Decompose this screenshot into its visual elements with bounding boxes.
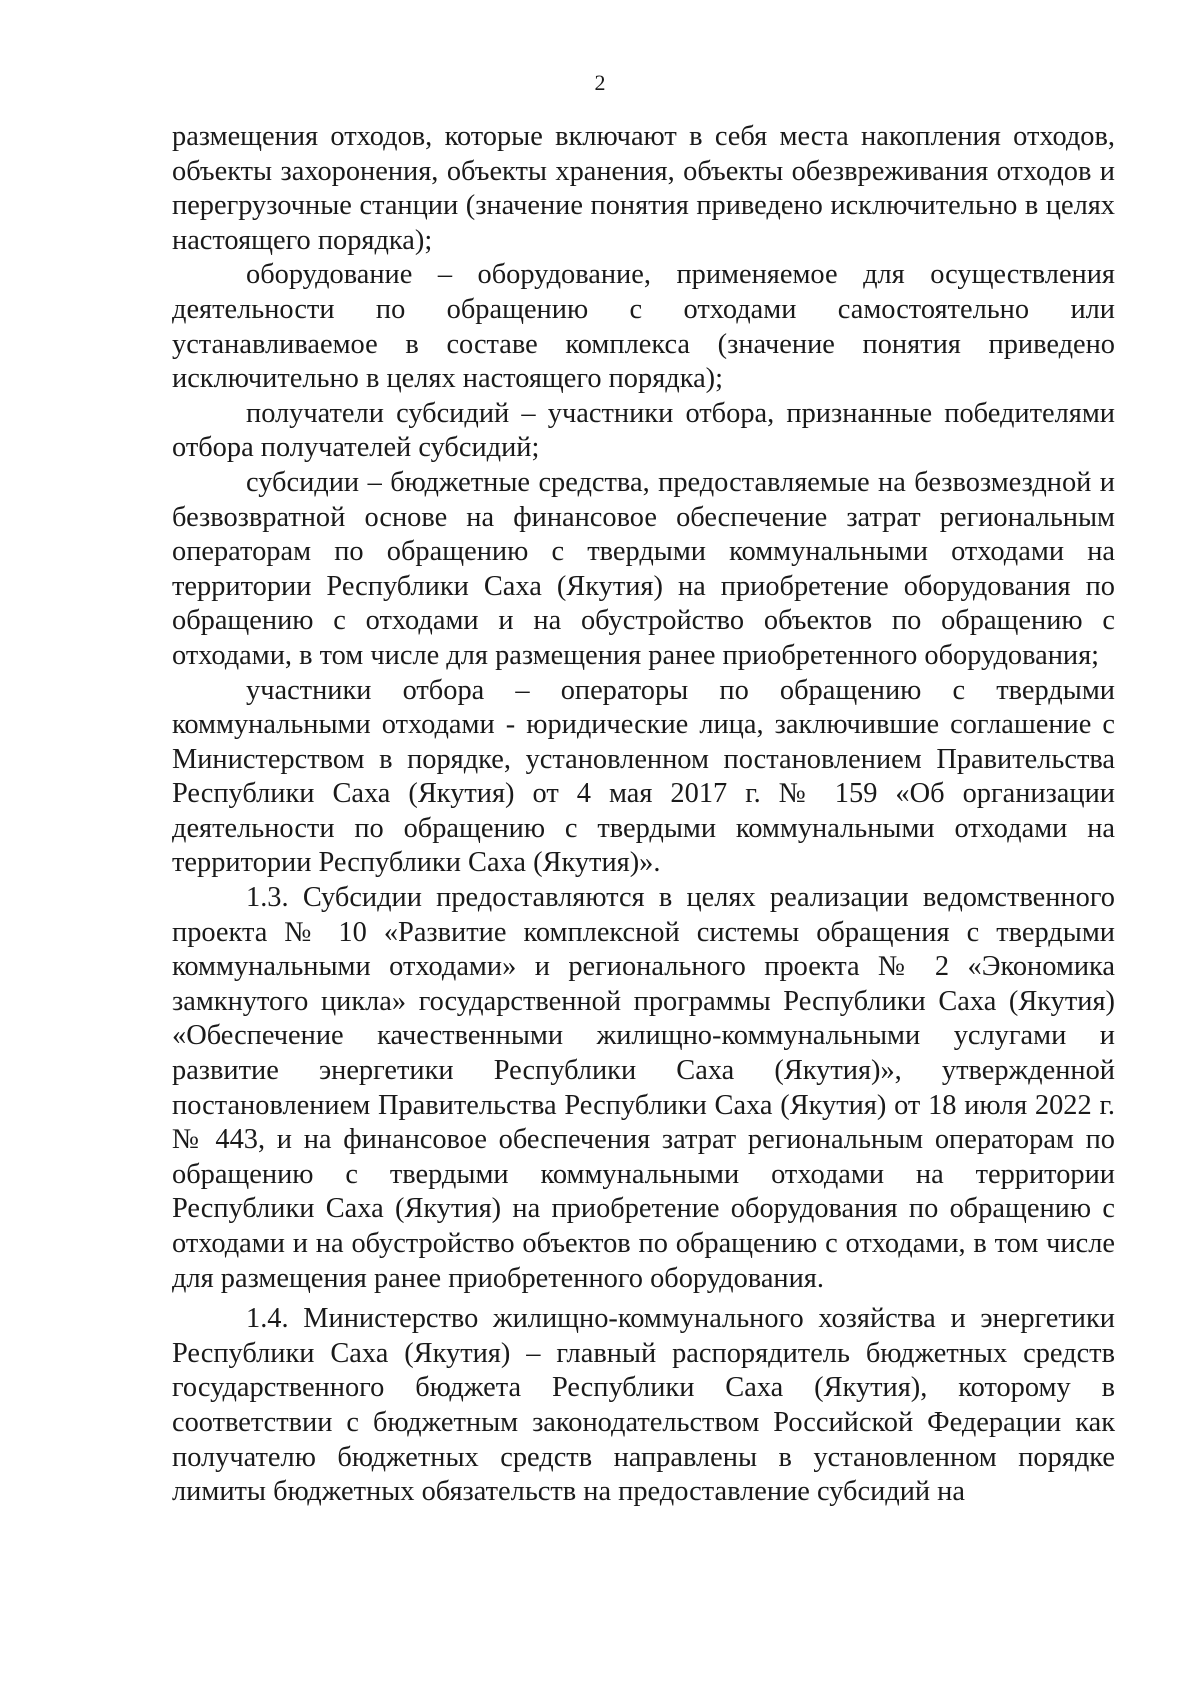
document-body (172, 120, 1115, 1510)
page-number: 2 (594, 70, 606, 95)
paragraph-definition-subsidies: субсидии – бюджетные средства, предоставляемые на безвозмездной и безвозвратной основе на финансовое обеспечение затрат региональным операторам по обращению с твердыми коммунальными отходами на территории Республики Саха (Якутия) на приобретение оборудования по обращению с отходами и на обустройство объектов по обращению с отходами, в том числе для размещения ранее приобретенного оборудования; (172, 466, 1115, 671)
paragraph-definition-participants: участники отбора – операторы по обращению с твердыми коммунальными отходами - юридические лица, заключившие соглашение с Министерством в порядке, установленном постановлением Правительства Республики Саха (Якутия) от 4 мая 2017 г. № 159 «Об организации деятельности по обращению с твердыми коммунальными отходами на территории Республики Саха (Якутия)». (172, 674, 1115, 879)
paragraph-continuation: размещения отходов, которые включают в себя места накопления отходов, объекты захоронения, объекты хранения, объекты обезвреживания отходов и перегрузочные станции (значение понятия приведено исключительно в целях настоящего порядка); (172, 121, 1115, 256)
paragraph-1-4: 1.4. Министерство жилищно-коммунального хозяйства и энергетики Республики Саха (Якутия) – главный распорядитель бюджетных средств государственного бюджета Республики Саха (Якутия), которому в соответствии с бюджетным законодательством Российской Федерации как получателю бюджетных средств направлены в установленном порядке лимиты бюджетных обязательств на предоставление субсидий на (172, 1303, 1115, 1508)
paragraph-1-3: 1.3. Субсидии предоставляются в целях реализации ведомственного проекта № 10 «Развитие комплексной системы обращения с твердыми коммунальными отходами» и регионального проекта № 2 «Экономика замкнутого цикла» государственной программы Республики Саха (Якутия) «Обеспечение качественными жилищно-коммунальными услугами и развитие энергетики Республики Саха (Якутия)», утвержденной постановлением Правительства Республики Саха (Якутия) от 18 июля 2022 г. № 443, и на финансовое обеспечения затрат региональным операторам по обращению с твердыми коммунальными отходами на территории Республики Саха (Якутия) на приобретение оборудования по обращению с отходами и на обустройство объектов по обращению с отходами, в том числе для размещения ранее приобретенного оборудования. (172, 882, 1115, 1294)
paragraph-definition-equipment: оборудование – оборудование, применяемое для осуществления деятельности по обращению с отходами самостоятельно или устанавливаемое в составе комплекса (значение понятия приведено исключительно в целях настоящего порядка); (172, 259, 1115, 395)
paragraph-definition-recipients: получатели субсидий – участники отбора, признанные победителями отбора получателей субсидий; (172, 397, 1115, 464)
